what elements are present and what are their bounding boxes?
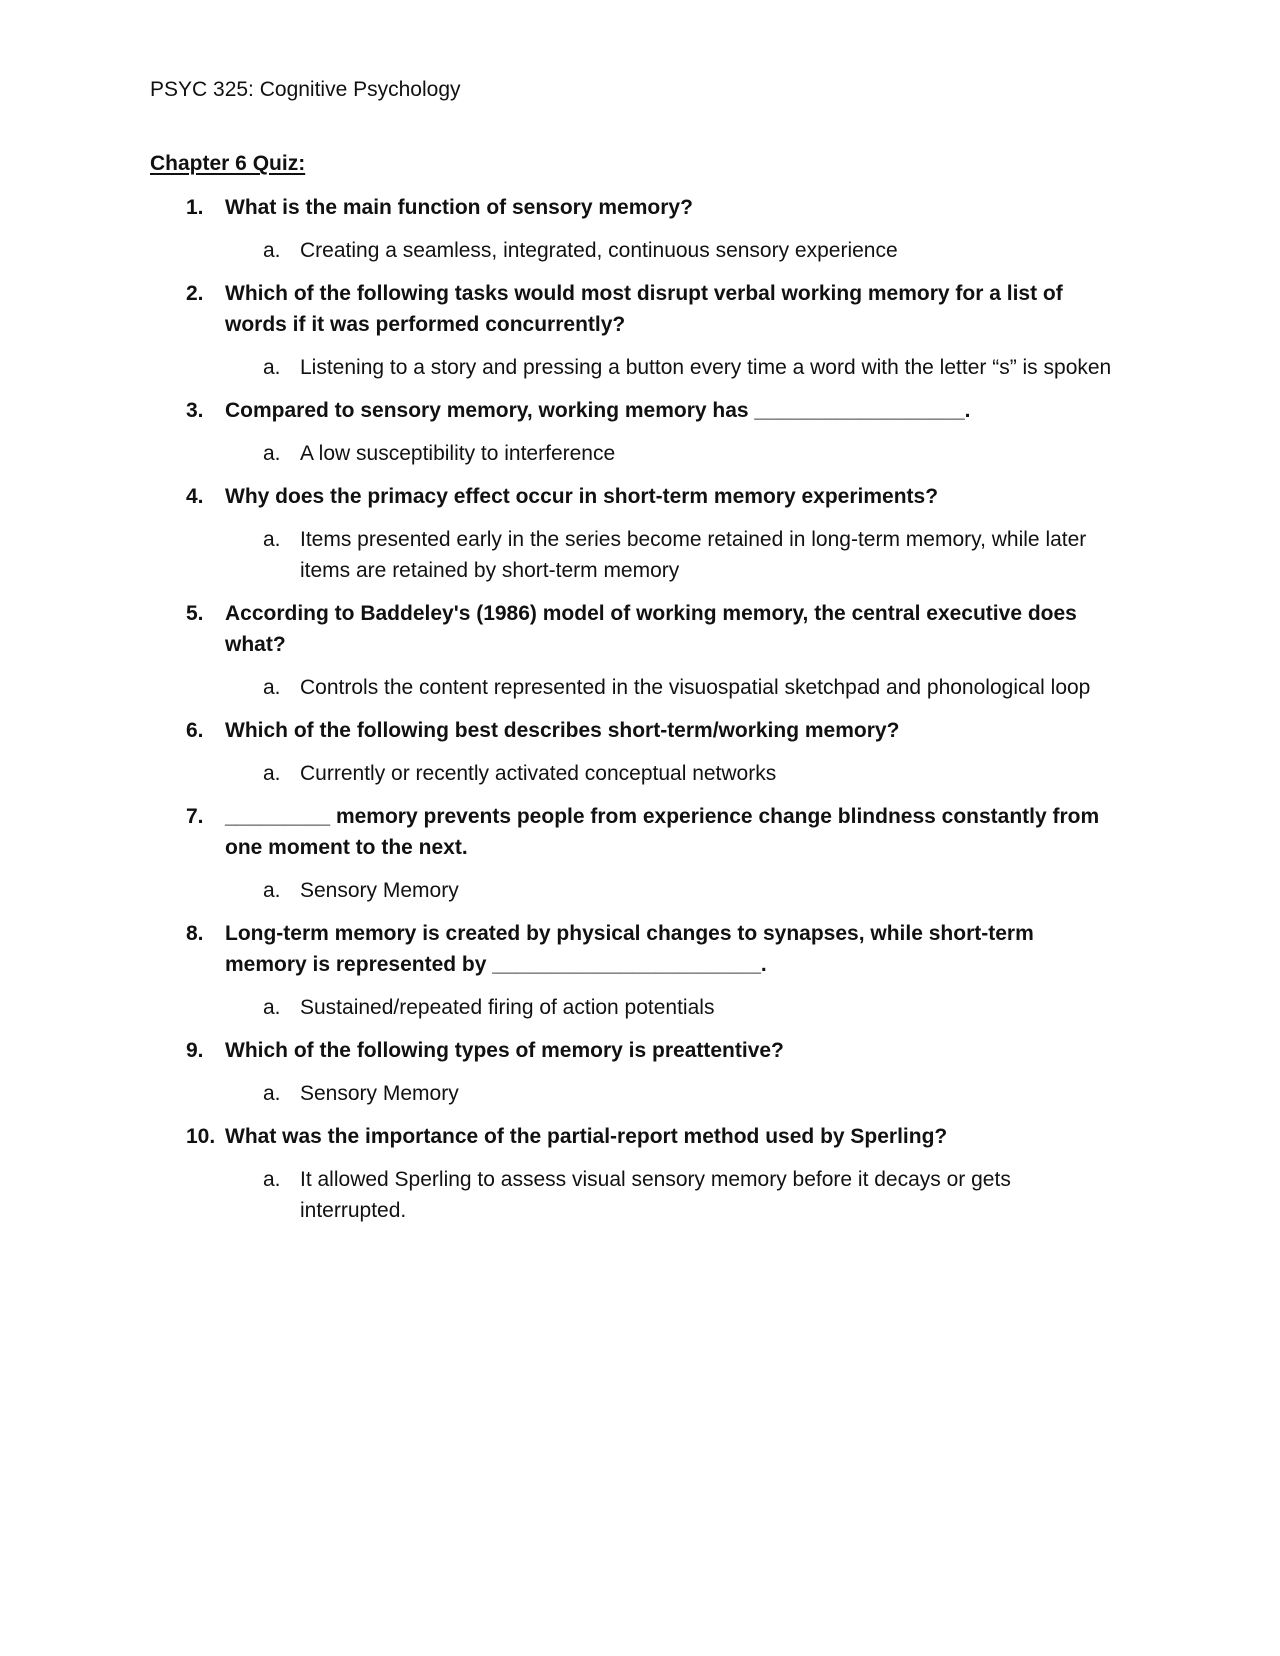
question-number: 2.	[186, 282, 204, 305]
question-number: 1.	[186, 196, 204, 219]
answer-letter: a.	[263, 762, 281, 785]
answer-letter: a.	[263, 356, 281, 379]
answer-item	[0, 758, 1280, 789]
answer-letter: a.	[263, 239, 281, 262]
answer-letter: a.	[263, 442, 281, 465]
answer-item	[0, 438, 1280, 469]
answer-item	[0, 1078, 1280, 1109]
question-number: 8.	[186, 922, 204, 945]
course-title: PSYC 325: Cognitive Psychology	[150, 78, 461, 101]
question-item	[0, 192, 1280, 266]
answer-text: A low susceptibility to interference	[300, 442, 616, 465]
quiz-heading: Chapter 6 Quiz:	[150, 152, 306, 175]
question-text: _________ memory prevents people from experience change blindness constantly from one moment to the next.	[225, 805, 1100, 859]
question-item	[0, 598, 1280, 703]
answer-item	[0, 875, 1280, 906]
question-text: Why does the primacy effect occur in short-term memory experiments?	[225, 485, 939, 508]
answer-item	[0, 1164, 1280, 1226]
answer-item	[0, 672, 1280, 703]
answer-letter: a.	[263, 528, 281, 551]
question-text: Which of the following best describes short-term/working memory?	[225, 719, 900, 742]
question-item	[0, 801, 1280, 906]
question-item	[0, 918, 1280, 1023]
question-number: 3.	[186, 399, 204, 422]
question-text: Which of the following tasks would most disrupt verbal working memory for a list of words if it was performed concurrently?	[225, 282, 1063, 336]
question-text: Which of the following types of memory is preattentive?	[225, 1039, 784, 1062]
question-number: 6.	[186, 719, 204, 742]
question-number: 5.	[186, 602, 204, 625]
answer-text: Sustained/repeated firing of action potentials	[300, 996, 715, 1019]
question-number: 10.	[186, 1125, 216, 1148]
question-item	[0, 481, 1280, 586]
answer-text: Listening to a story and pressing a button every time a word with the letter “s” is spoken	[300, 356, 1112, 379]
answer-item	[0, 235, 1280, 266]
question-text: According to Baddeley's (1986) model of working memory, the central executive does what?	[225, 602, 1077, 656]
answer-letter: a.	[263, 1082, 281, 1105]
question-item	[0, 715, 1280, 789]
question-item	[0, 1035, 1280, 1109]
question-item	[0, 395, 1280, 469]
question-item	[0, 1121, 1280, 1226]
answer-item	[0, 524, 1280, 586]
answer-letter: a.	[263, 996, 281, 1019]
answer-text: It allowed Sperling to assess visual sensory memory before it decays or gets interrupted.	[300, 1168, 1011, 1222]
answer-text: Items presented early in the series become retained in long-term memory, while later items are retained by short-term memory	[300, 528, 1087, 582]
answer-letter: a.	[263, 676, 281, 699]
answer-text: Creating a seamless, integrated, continuous sensory experience	[300, 239, 898, 262]
answer-letter: a.	[263, 1168, 281, 1191]
answer-letter: a.	[263, 879, 281, 902]
answer-text: Sensory Memory	[300, 879, 459, 902]
question-list	[0, 192, 1280, 1238]
question-item	[0, 278, 1280, 383]
question-text: Compared to sensory memory, working memory has __________________.	[225, 399, 971, 422]
answer-text: Sensory Memory	[300, 1082, 459, 1105]
question-number: 4.	[186, 485, 204, 508]
question-number: 9.	[186, 1039, 204, 1062]
answer-item	[0, 992, 1280, 1023]
answer-text: Controls the content represented in the visuospatial sketchpad and phonological loop	[300, 676, 1091, 699]
answer-item	[0, 352, 1280, 383]
question-text: What is the main function of sensory memory?	[225, 196, 693, 219]
question-text: Long-term memory is created by physical changes to synapses, while short-term memory is represented by _______________________.	[225, 922, 1034, 976]
answer-text: Currently or recently activated conceptual networks	[300, 762, 777, 785]
question-number: 7.	[186, 805, 204, 828]
question-text: What was the importance of the partial-report method used by Sperling?	[225, 1125, 948, 1148]
